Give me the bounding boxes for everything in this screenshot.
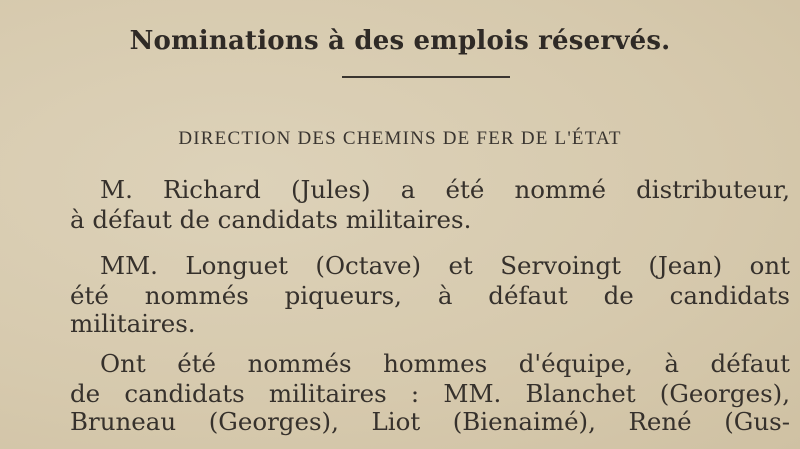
paragraph-2-line-2: été nommés piqueurs, à défaut de candidats (70, 281, 790, 310)
paragraph-2-line-3: militaires. (70, 309, 196, 338)
paragraph-2-line-1: MM. Longuet (Octave) et Servoingt (Jean) ont (100, 251, 790, 280)
title-divider (342, 76, 510, 78)
paragraph-3-line-1: Ont été nommés hommes d'équipe, à défaut (100, 349, 790, 378)
paragraph-1-line-1: M. Richard (Jules) a été nommé distributeur, (100, 175, 790, 204)
paragraph-3-line-3: Bruneau (Georges), Liot (Bienaimé), René (Gus- (70, 407, 790, 436)
section-heading: DIRECTION DES CHEMINS DE FER DE L'ÉTAT (178, 128, 622, 149)
paragraph-3-line-2: de candidats militaires : MM. Blanchet (Georges), (70, 379, 790, 408)
paragraph-1-line-2: à défaut de candidats militaires. (70, 205, 472, 234)
article-title: Nominations à des emplois réservés. (129, 26, 671, 56)
